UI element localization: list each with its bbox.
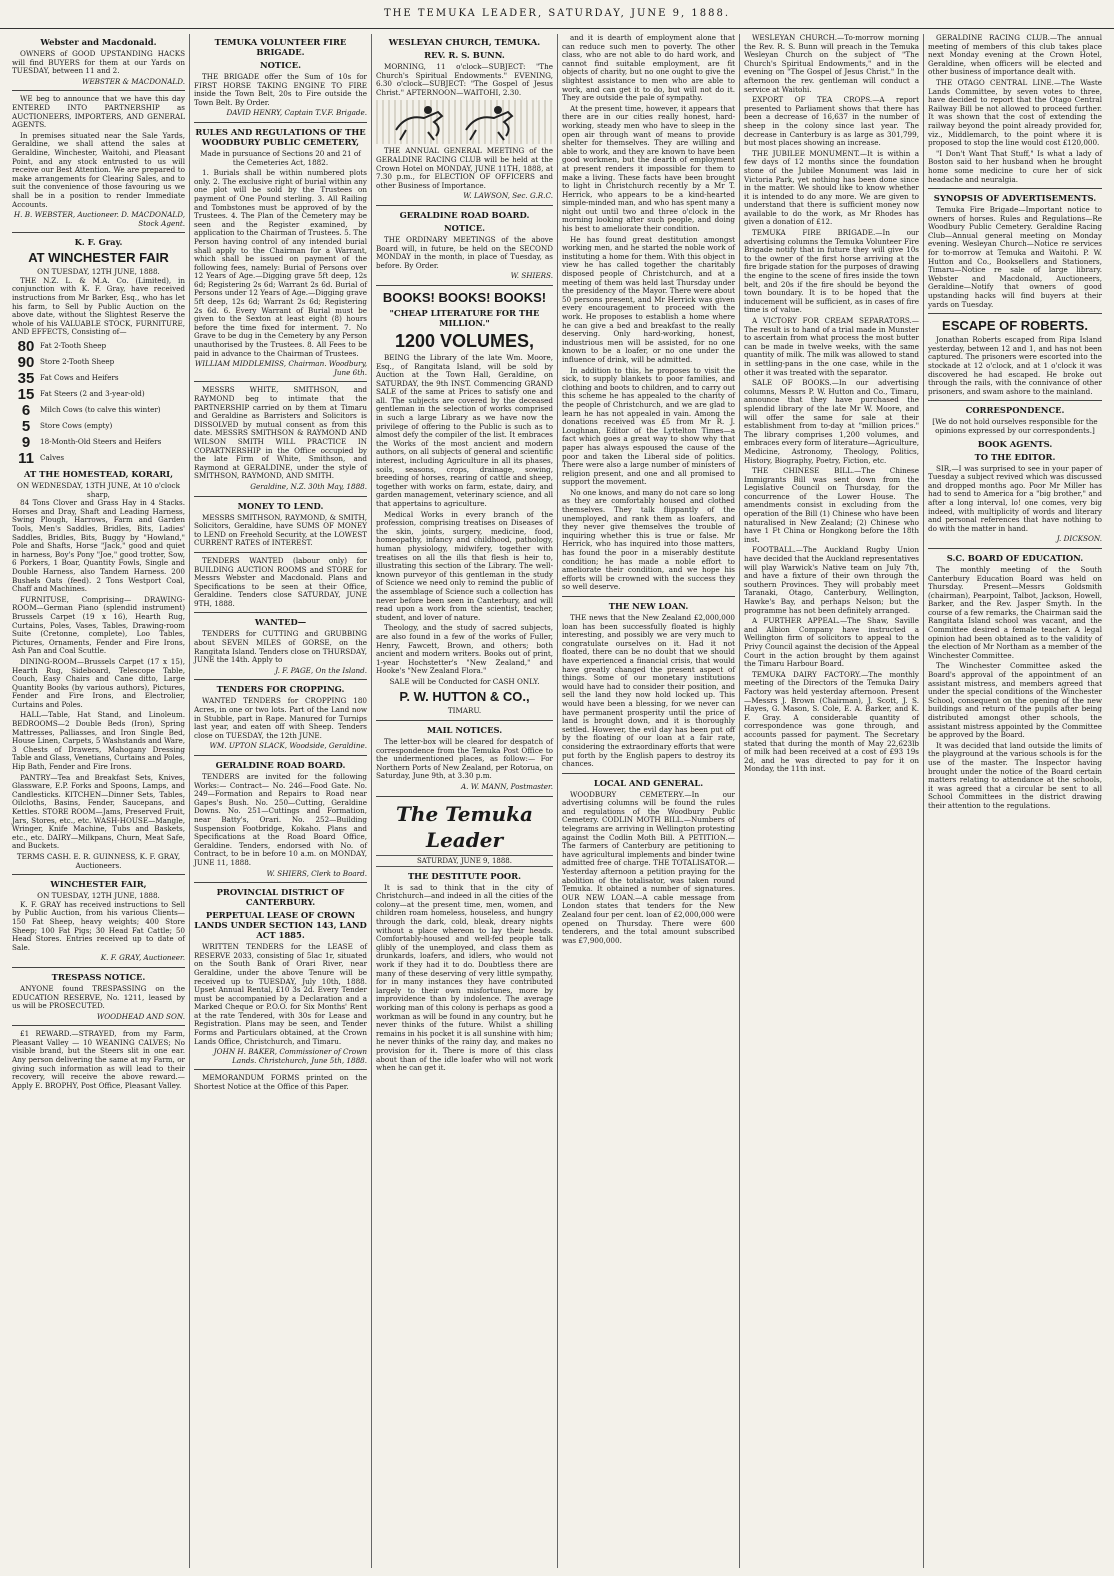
article-text: At the present time, however, it appears that there are in our cities really honest, hard-working, steady men who have to sleep in the open air through want of means to provide shelter for themselves. They are willing and able to work, and they are known to have been good workmen, but the dearth of employment at present renders it impossible for them to make a living. These facts have been brought to light in Christchurch recently by a Mr T. Herrick, who appears to be a kind-hearted simple-minded man, and who has spent many a night out until two and three o'clock in the morning looking after such people, and doing his best to ameliorate their condition.	[562, 103, 735, 234]
ad-text: MESSRS WHITE, SMITHSON, and RAYMOND beg to intimate that the PARTNERSHIP carried on by them at Timaru and Geraldine as Barristers and Solicitors is DISSOLVED by mutual consent as from this date. MESSRS SMITHSON & RAYMOND AND WILSON SMITH WILL PRACTICE IN COPARTNERSHIP in the Office occupied by the late Firm of White, Smithson, and Raymond at GERALDINE, under the style of SMITHSON, RAYMOND, AND SMITH.	[194, 385, 367, 481]
column-2	[190, 34, 372, 1568]
ad-subheading: NOTICE.	[443, 222, 486, 233]
stock-item	[12, 403, 185, 418]
article-text: The monthly meeting of the South Canterbury Education Board was held on Thursday. Present—Messrs Goldsmith (chairman), Pearpoint, Talbot, Jackson, Howell, Barker, and the Rev. Jasper Smyth. In the course of a few remarks, the Chairman said the Rangitata Island school was vacant, and the Committee desired a female teacher. A legal opinion had been obtained as to the validity of the election of Mr Northam as a member of the Winchester Committee.	[928, 564, 1102, 660]
ad-signature: WOODHEAD AND SON.	[96, 1011, 185, 1021]
article-text: "I Don't Want That Stuff," Is what a lady of Boston said to her husband when he brought home some medicine to cure her of sick headache and neuralgia.	[928, 148, 1102, 184]
article-heading: S.C. BOARD OF EDUCATION.	[946, 552, 1084, 563]
stock-desc: Calves	[40, 453, 65, 463]
ad-text: THE ORDINARY MEETINGS of the above Board will, in future, be held on the SECOND MONDAY in the month, in place of Tuesday, as before. By Order.	[376, 234, 553, 270]
ad-date: ON TUESDAY, 12TH JUNE, 1888.	[37, 267, 160, 277]
article-text: It is sad to think that in the city of Christchurch—and indeed in all the cities of the colony—at the present time, men, women, and children roam homeless, houseless, and hungry through the dark, cold, bleak, dreary nights without a place whereon to lay their heads. Comfortably-housed and well-fed people talk glibly of the unemployed, and class them as drunkards, loafers, and idlers, who would not work if they had it to do. Doubtless there are many of these deserving of very little sympathy, for in many instances they have contributed largely to their own misfortunes, more by improvidence than by indolence. The average working man of this colony is perhaps as good a workman as will be found in any country, but he never thinks of the future. Whilst a shilling remains in his pocket it is all sunshine with him; he never thinks of the rainy day, and makes no provision for it. There is more of this class about than of the idle loafer who will not work when he can get it.	[376, 882, 553, 1073]
ad-subheading: REV. R. S. BUNN.	[424, 50, 505, 60]
article-text: A FURTHER APPEAL.—The Shaw, Saville and Albion Company have instructed a Wellington firm of solicitors to appeal to the Privy Council against the decision of the Appeal Court in the action brought by them against the Timaru Harbour Board.	[744, 616, 919, 669]
ad-text: K. F. GRAY has received instructions to Sell by Public Auction, from his various Clients— 150 Fat Sheep, heavy weights; 400 Store Sheep; 100 Fat Pigs; 30 Head Fat Cattle; 50 Head Stores. Entries received up to date of Sale.	[12, 899, 185, 952]
divider	[194, 496, 367, 497]
ad-text: Theology, and the study of sacred subjects, are also found in a few of the works of Fuller, Henry, Fawcett, Brown, and others; both ancient and modern writers. Books out of print, 1-year Hochstetter's "New Zealand," and Hooke's "New Zealand Flora."	[376, 623, 553, 676]
ad-text: MORNING, 11 o'clock—SUBJECT: "The Church's Spiritual Endowments." EVENING, 6.30 o'clock—SUBJECT: "The Gospel of Jesus Christ." AFTERNOON—WAITOHI, 2.30.	[376, 62, 553, 97]
divider	[194, 381, 367, 382]
divider	[562, 773, 735, 774]
ad-heading: AT THE HOMESTEAD, KORARI,	[23, 469, 174, 480]
divider	[12, 967, 185, 968]
divider	[12, 1025, 185, 1026]
letter-subheading: TO THE EDITOR.	[974, 451, 1056, 462]
ad-headline-large: 1200 VOLUMES,	[394, 330, 535, 351]
stock-desc: Fat Steers (2 and 3-year-old)	[40, 389, 145, 399]
editorial-note: [We do not hold ourselves responsible for the opinions expressed by our correspondents.]	[932, 417, 1098, 435]
column-3	[372, 34, 558, 1568]
ad-date: ON TUESDAY, 12TH JUNE, 1888.	[37, 891, 160, 901]
divider	[194, 1069, 367, 1070]
stock-item	[12, 435, 185, 450]
ad-heading: K. F. Gray.	[74, 237, 123, 248]
article-text: THE CHINESE BILL.—The Chinese Immigrants Bill was sent down from the Legislative Council on Thursday, for the concurrence of the Lower House. The amendments consist in excluding from the operation of the Bill (1) Chinese who have been naturalised in New Zealand; (2) Chinese who have 1 Ft China or Hongkong before the 18th inst.	[744, 466, 919, 544]
article-heading: CORRESPONDENCE.	[965, 405, 1065, 416]
stock-count: 35	[17, 370, 35, 388]
article-text: TEMUKA DAIRY FACTORY.—The monthly meeting of the Directors of the Temuka Dairy Factory was held yesterday afternoon. Present—Messrs J. Brown (Chairman), J. Scott, J. S. Hayes, G. Mason, S. Cole, E. A. Barker, and K. F. Gray. A considerable quantity of correspondence was gone through, and accounts passed for payment. The Secretary stated that during the month of May 22,623lb of milk had been received at a cost of £93 19s 2d, and he was directed to pay for it on Monday, the 11th inst.	[744, 669, 919, 774]
ad-signature: TIMARU.	[447, 706, 482, 716]
divider	[194, 552, 367, 553]
stock-list	[12, 339, 185, 466]
article-text: THE OTAGO CENTRAL LINE.—The Waste Lands Committee, by seven votes to three, have decided to report that the Otago Central Railway Bill be not allowed to proceed further. It was shown that the cost of extending the railway beyond the point already provided for, viz., Middlemarch, to the point where it is proposed to stop the line would cost £120,000.	[928, 77, 1102, 148]
ad-signature: SALE will be Conducted for CASH ONLY.	[389, 676, 540, 686]
stock-item	[12, 355, 185, 370]
article-text: WOODBURY CEMETERY.—In our advertising columns will be found the rules and regulations of the Woodbury Public Cemetery. CODLIN MOTH BILL.—Numbers of telegrams are arriving in Wellington protesting against the Codlin Moth Bill. A PETITION.—The farmers of Canterbury are petitioning to have agricultural implements and binder twine admitted free of charge. THE TOTALISATOR.—Yesterday afternoon a petition praying for the abolition of the totalisator, was taken round Temuka. It obtained a number of signatures. OUR NEW LOAN.—A cable message from London states that tenders for the New Zealand four per cent. loan of £2,000,000 were opened on Thursday. There were 600 tenderers, and the total amount subscribed was £7,900,000.	[562, 789, 735, 945]
stock-item	[12, 387, 185, 402]
divider	[12, 232, 185, 233]
ad-text: 1. Burials shall be within numbered plots only. 2. The exclusive right of burial within any one plot will be sold by the Trustees on payment of One Pound sterling. 3. All Railing and Tombstones must be approved of by the Trustees. 4. The Plan of the Cemetery may be seen and the Register examined, by application to the Chairman of Trustees. 5. The Person having control of any intended burial shall apply to the Chairman for a Warrant, which shall be issued on payment of the following fees, namely: Burial of Persons over 12 Years of Age.—Digging grave 5ft deep, 12s 6d; Registering 2s 6d; Warrant 2s 6d. Burial of Persons under 12 Years of Age.—Digging grave 5ft deep, 12s 6d; Warrant 2s 6d; Registering 2s 6d. 6. Every Warrant of Burial must be given to the Sexton at least eight (8) hours before the time fixed for interment. 7. No Grave to be dug in the Cemetery by any Person unauthorised by the Trustees. 8. All Fees to be paid in advance to the Chairman of Trustees.	[194, 168, 367, 358]
issue-date: SATURDAY, JUNE 9, 1888.	[376, 855, 553, 867]
article-text: He has found great destitution amongst working men, and he started the noble work of instituting a home for them. With this object in view he has called together the charitably disposed people of Christchurch, and at a meeting of them was held last Thursday under the presidency of the Mayor. There were about 50 persons present, and Mr Herrick was given every encouragement to proceed with the work. He proposes to establish a home where he can give a bed and breakfast to the really deserving. Only hard-working, honest, industrious men will be assisted, for no one known to be a loafer, or no one under the influence of drink, will be admitted.	[562, 234, 735, 364]
column-1	[8, 34, 190, 1568]
ad-heading: WANTED—	[254, 617, 307, 628]
divider	[12, 874, 185, 875]
ad-signature: TERMS CASH. E. R. GUINNESS, K. F. GRAY, Auctioneers.	[16, 851, 181, 870]
ad-heading: PROVINCIAL DISTRICT OF CANTERBURY.	[216, 887, 345, 908]
article-text: and it is dearth of employment alone that can reduce such men to poverty. The other class, who are not able to do hard work, and cannot find suitable employment, are fit objects of charity, but no one ought to give the slightest assistance to men who are able to work, and can get it to do, but will not do it. They are outside the pale of sympathy.	[562, 34, 735, 103]
ad-heading: TENDERS FOR CROPPING.	[216, 684, 345, 695]
stock-count: 90	[17, 354, 35, 372]
letter-heading: BOOK AGENTS.	[977, 438, 1053, 449]
ad-signature: WEBSTER & MACDONALD.	[81, 76, 185, 86]
ad-signature: H. B. WEBSTER, Auctioneer. D. MACDONALD, Stock Agent.	[13, 210, 185, 228]
ad-signature: JOHN H. BAKER, Commissioner of Crown Lands. Christchurch, June 5th, 1888.	[213, 1047, 367, 1065]
column-6	[924, 34, 1106, 1568]
divider	[928, 188, 1102, 189]
stock-count: 15	[17, 386, 35, 404]
stock-desc: Store Cows (empty)	[40, 421, 113, 431]
ad-text: WE beg to announce that we have this day ENTERED INTO PARTNERSHIP as AUCTIONEERS, IMPORTERS, AND GENERAL AGENTS.	[12, 94, 185, 130]
article-text: In addition to this, he proposes to visit the sick, to supply blankets to poor families, and clothing and boots to children, and to carry out this scheme he has appealed to the charity of the people of Christchurch, and we are glad to learn he has not appealed in vain. Among the donations received was £5 from Mr R. J. Loughnan, Editor of the Lyttelton Times—a fact which goes a great way to show why that paper has always espoused the cause of the poor and taken the Liberal side of politics. There were also a large number of ministers of religion present, and one and all promised to support the movement.	[562, 365, 735, 487]
article-text: It was decided that land outside the limits of the playground at the various schools is for the use of the master. The Inspector having brought under the notice of the Board certain matters relating to attendance at the schools, it was agreed that a circular be sent to all School Committees in the district drawing their attention to the regulations.	[928, 740, 1102, 810]
ad-heading: MONEY TO LEND.	[237, 500, 324, 511]
article-text: The Winchester Committee asked the Board's approval of the appointment of an assistant mistress, and members agreed that under the special conditions of the Winchester School, consequent on the opening of the new buildings and return of the pupils after being distributed amongst other schools, the assistant mistress appointed by the Committee be approved by the Board.	[928, 661, 1102, 740]
divider	[376, 720, 553, 721]
ad-text: ANYONE found TRESPASSING on the EDUCATION RESERVE, No. 1211, leased by us will be PROSECUTED.	[12, 983, 185, 1011]
ad-heading: MAIL NOTICES.	[426, 725, 503, 736]
article-text: TEMUKA FIRE BRIGADE.—In our advertising columns the Temuka Volunteer Fire Brigade notify that in future they will give 10s to the owner of the first horse arriving at the fire brigade station for the purposes of drawing the engine to the scene of fires inside the town belt, and 20s if the fire should be beyond the town boundary. It is to be hoped that the inducement will be sufficient, as in cases of fire time is of value.	[744, 228, 919, 315]
stock-count: 9	[21, 434, 31, 452]
ad-text: WRITTEN TENDERS for the LEASE of RESERVE 2033, consisting of 5lac 1r, situated on the South Bank of Orari River, near Geraldine, under the above Tenure will be received up to TUESDAY, July 10th, 1888. Upset Annual Rental, £10 3s 2d. Every Tender must be accompanied by a Declaration and a Marked Cheque or P.O.O. for Six Months' Rent at the rate Tendered, with 30s for Lease and Registration. Plans may be seen, and Tender Forms and Particulars obtained, at the Crown Lands Office, Christchurch, and Timaru.	[194, 942, 367, 1046]
ad-signature: W. SHIERS.	[510, 271, 553, 281]
stock-count: 6	[21, 402, 31, 420]
stock-item	[12, 451, 185, 466]
ad-text: 84 Tons Clover and Grass Hay in 4 Stacks. Horses and Dray, Shaft and Leading Harness, Swing Plough, Harrows, Farm and Garden Tools, Men's Saddles, Bridles, Bits, Ladies' Saddles, Bridles, Bits, Buggy by "Howland," Pole and Shafts, Horse "Jack," good and quiet in harness, Boy's Pony "Joe," good trotter, Sow, 6 Porkers, 1 Boar, Quantity Fowls, Single and Double Harness, also Tandem Harness. 200 Bushels Oats (feed). 2 Tons Westport Coal, Chaff and Machines.	[12, 498, 185, 594]
stock-desc: Store 2-Tooth Sheep	[40, 357, 115, 367]
ad-heading: WINCHESTER FAIR,	[50, 879, 147, 890]
ad-subheading: PERPETUAL LEASE OF CROWN LANDS UNDER SECTION 143, LAND ACT 1885.	[194, 910, 367, 941]
ad-heading: TRESPASS NOTICE.	[51, 971, 146, 982]
ad-signature: Geraldine, N.Z. 30th May, 1888.	[250, 481, 367, 491]
ad-signature: W. LAWSON, Sec. G.R.C.	[463, 191, 553, 201]
ad-signature: J. F. PAGE, On the Island.	[275, 665, 367, 675]
article-text: WESLEYAN CHURCH.—To-morrow morning the Rev. R. S. Bunn will preach in the Temuka Wesleyan Church on the subject of "The Church's Spiritual Endowments," and in the evening on "The Gospel of Jesus Christ." In the afternoon the rev. gentleman will conduct a service at Waitohi.	[744, 34, 919, 94]
ad-text: OWNERS of GOOD UPSTANDING HACKS will find BUYERS for them at our Yards on TUESDAY, between 11 and 2.	[12, 49, 185, 76]
ad-date: ON WEDNESDAY, 13TH JUNE, At 10 o'clock sharp,	[17, 481, 180, 499]
article-text: No one knows, and many do not care so long as they are comfortably housed and clothed themselves. They talk flippantly of the unemployed, and rank them as loafers, and they never give themselves the trouble of inquiring whether this is true or false. Mr Herrick, who has inquired into those matters, has found the poor in a miserably destitute condition; he has made a noble effort to ameliorate their condition, and we hope his efforts will be crowned with the success they so well deserve.	[562, 487, 735, 592]
ad-text: Made in pursuance of Sections 20 and 21 of the Cemeteries Act, 1882.	[200, 148, 361, 167]
ad-signature: W. SHIERS, Clerk to Board.	[266, 868, 367, 878]
divider	[928, 313, 1102, 314]
ad-text: Medical Works in every branch of the profession, comprising treatises on Diseases of the skin, joints, surgery, medicine, food, homeopathy, infancy and childhood, pathology, human physiology, midwifery, together with treatises on all the ills that flesh is heir to, illustrating this section of the Library. The well-known purveyor of this gentleman in the study of Science we need only to remind the public of the assemblage of Science such a collection has never before been seen in Canterbury, and will read upon a work from the scientist, teacher, student, and lover of nature.	[376, 509, 553, 622]
ad-heading: GERALDINE ROAD BOARD.	[215, 760, 346, 770]
article-text: SALE OF BOOKS.—In our advertising columns, Messrs P. W. Hutton and Co., Timaru, announce that they have purchased the splendid library of the late Mr W. Moore, and will offer the same for sale at their establishment from to-day at "million prices." The library comprises 1,200 volumes, and embraces every form of literature—Agriculture, Medicine, Astronomy, Theology, Politics, History, Biography, Poetry, Fiction, etc.	[744, 378, 919, 465]
ad-signature: A. W. MANN, Postmaster.	[460, 782, 553, 792]
divider	[928, 548, 1102, 549]
stock-desc: 18-Month-Old Steers and Heifers	[40, 437, 162, 447]
ad-text: THE N.Z. L. & M.A. Co. (Limited), in conjunction with K. F. Gray, have received instructions from Mr Barker, Esq., who has let his farm, to Sell by Public Auction on the above date, without the Slightest Reserve the whole of his VALUABLE STOCK, FURNITURE, AND EFFECTS, Consisting of—	[12, 275, 185, 337]
letter-text: SIR,—I was surprised to see in your paper of Tuesday a subject revived which was discussed and dropped months ago. Poor Mr Miller has had to send to America for a "big brother," and after a long interval, lo! one comes, very big indeed, with multiplicity of words and literary and personal references that have nothing to do with the matter in hand.	[928, 463, 1102, 533]
ad-headline: P. W. HUTTON & CO.,	[399, 689, 530, 705]
article-text: THE news that the New Zealand £2,000,000 loan has been successfully floated is highly interesting, and possibly we are very much to congratulate ourselves on it. Had it not floated, there can be no doubt that we should have experienced a financial crisis, that would have greatly changed the present aspect of things. Some of our monetary institutions would have had to consider their position, and sell the land they now hold locked up. This would have been a blessing, for we never can have permanent prosperity until the price of land is brought down, and it is thoroughly settled. However, the evil day has been put off by the floating of our loan at a fair rate, considering the extraordinary efforts that were put forth by the English papers to destroy its chances.	[562, 613, 735, 769]
divider	[376, 285, 553, 286]
ad-text: TENDERS WANTED (labour only) for BUILDING AUCTION ROOMS and STORE for Messrs Webster and Macdonald. Plans and Specifications to be seen at their Office, Geraldine. Tenders close SATURDAY, JUNE 9TH, 1888.	[194, 555, 367, 608]
column-5	[740, 34, 924, 1568]
stock-desc: Fat Cows and Heifers	[40, 373, 119, 383]
divider	[562, 596, 735, 597]
article-text: A VICTORY FOR CREAM SEPARATORS.—The result is to hand of a trial made in Munster to ascertain from what process the most butter can be made in twelve weeks, with the same quantity of milk. The milk was allowed to stand in settling-pans in the one case, while in the other it was treated with the separator.	[744, 316, 919, 377]
stock-count: 5	[21, 418, 31, 436]
divider	[194, 679, 367, 680]
stock-item	[12, 339, 185, 354]
ad-text: THE ANNUAL GENERAL MEETING of the GERALDINE RACING CLUB will be held at the Crown Hotel on MONDAY, JUNE 11TH, 1888, at 7.30 p.m., for ELECTION OF OFFICERS and other Business of Importance.	[376, 146, 553, 190]
ad-text: FURNITUSE, Comprising— DRAWING-ROOM—German Piano (splendid instrument) Brussels Carpet (19 x 16), Hearth Rug, Curtains, Poles, Vases, Tables, Drawing-room Suite (Cretonne, complete), Loo Tables, Pictures, Ornaments, Fender and Fire Irons, Ash Pan and Coal Scuttle.	[12, 594, 185, 656]
article-heading: THE DESTITUTE POOR.	[407, 870, 522, 881]
ad-subheading: "CHEAP LITERATURE FOR THE MILLION."	[389, 307, 540, 328]
stock-count: 11	[18, 450, 34, 468]
ad-signature: WILLIAM MIDDLEMISS, Chairman. Woodbury, June 6th.	[194, 359, 367, 377]
newspaper-title: The Temuka Leader	[396, 801, 533, 852]
stock-count: 80	[17, 338, 35, 356]
divider	[194, 612, 367, 613]
ad-text: HALL—Table, Hat Stand, and Linoleum. BEDROOMS—2 Double Beds (Iron), Spring Mattresses, Palliasses, and Iron Single Bed, House Linen, Carpets, 5 Washstands and Ware, 3 Chests of Drawers, Mahogany Dressing Table and Glass, Venetians, Curtains and Poles, Hip Bath, Fender and Fire Irons.	[12, 710, 185, 772]
stock-item	[12, 419, 185, 434]
stock-desc: Fat 2-Tooth Sheep	[40, 341, 107, 351]
divider	[194, 755, 367, 756]
article-text: EXPORT OF TEA CROPS.—A report presented to Parliament shows that there has been a decrease of 16,637 in the number of sheep in the colony since last year. The decrease in Canterbury is as large as 301,799, but most places showing an increase.	[744, 95, 919, 148]
stock-item	[12, 371, 185, 386]
ad-headline: AT WINCHESTER FAIR	[28, 250, 169, 266]
ad-text: PANTRY—Tea and Breakfast Sets, Knives, Glassware, E.P. Forks and Spoons, Lamps, and Candlesticks. KITCHEN—Dinner Sets, Tables, Oilcloths, Basins, Fender, Saucepans, and Kettles. STORE ROOM—Jams, Preserved Fruit, Jars, Stores, etc., etc. WASH-HOUSE—Mangle, Wringer, Knife Machine, Tubs and Baskets, etc., etc. DAIRY—Milkpans, Churn, Meat Safe, and Buckets.	[12, 772, 185, 851]
column-4	[558, 34, 740, 1568]
ad-heading: RULES AND REGULATIONS OF THE WOODBURY PUBLIC CEMETERY,	[195, 126, 366, 147]
article-heading: THE NEW LOAN.	[608, 601, 689, 611]
ad-text: THE BRIGADE offer the Sum of 10s for FIRST HORSE TAKING ENGINE TO FIRE inside the Town Belt, 20s to Fire outside the Town Belt. By Order.	[194, 72, 367, 107]
ad-text: The letter-box will be cleared for despatch of correspondence from the Temuka Post Office to the undermentioned places, as follow:— For Northern Ports of New Zealand, per Rotorua, on Saturday, June 9th, at 3.30 p.m.	[376, 737, 553, 781]
columns	[8, 34, 1106, 1568]
horse-race-icon	[376, 100, 554, 144]
ad-text: In premises situated near the Sale Yards, Geraldine, we shall attend the sales at Geraldine, Winchester, Waitohi, and Pleasant Point, and any stock entrusted to us will receive our Best Attention. We are prepared to make arrangements for Clearing Sales, and to suit the convenience of those favouring us we shall be in a position to render Immediate Accounts.	[12, 130, 185, 209]
ad-text: TENDERS are invited for the following Works:— Contract— No. 246—Food Gate. No. 249—Formation and Repairs to Road near Gapes's Bush. No. 250—Cutting, Geraldine Downs. No. 251—Cuttings and Formation, near Batty's, Orari. No. 252—Building Suspension Footbridge, Kokaho. Plans and Specifications at the Road Board Office, Geraldine. Tenders, endorsed with No. of Contract, to be in before 10 a.m. on MONDAY, JUNE 11, 1888.	[194, 772, 367, 867]
divider	[376, 796, 553, 797]
divider	[376, 205, 553, 206]
article-text: THE JUBILEE MONUMENT.—It is within a few days of 12 months since the foundation stone of the Jubilee Monument was laid in Victoria Park, yet nothing has been done since in the matter. We should like to know whether it is intended to do any more. We are given to understand that there is sufficient money now available to do the work, as Mr Rhodes has given a donation of £12.	[744, 148, 919, 227]
ad-text: DINING-ROOM—Brussels Carpet (17 x 15), Hearth Rug, Sideboard, Telescope Table, Couch, Easy Chairs and Cane ditto, Large Quantity Books (by various authors), Pictures, Fender and Fire Irons, and Electrolier, Curtains and Poles.	[12, 656, 185, 709]
letter-signature: J. DICKSON.	[1056, 534, 1102, 544]
article-text: FOOTBALL.—The Auckland Rugby Union have decided that the Auckland representatives will play Warwick's Native team on July 7th, and have a fixture of their own through the southern Provinces. They will probably meet Taranaki, Otago, Canterbury, Wellington, Hawke's Bay, and perhaps Nelson; but the programme has not been definitely arranged.	[744, 545, 919, 615]
divider	[194, 882, 367, 883]
article-heading: LOCAL AND GENERAL.	[593, 777, 704, 788]
ad-signature: DAVID HENRY, Captain T.V.F. Brigade.	[226, 108, 367, 118]
article-heading: SYNOPSIS OF ADVERTISEMENTS.	[933, 193, 1097, 204]
ad-text: TENDERS for CUTTING and GRUBBING about SEVEN MILES of GORSE, on the Rangitata Island. Tenders close on THURSDAY, JUNE the 14th. Apply to	[194, 629, 367, 665]
ad-text: £1 REWARD.—STRAYED, from my Farm, Pleasant Valley — 10 WEANING CALVES; No visible brand, but the Steers slit in one ear. Any person delivering the same at my Farm, or giving such information as will lead to their recovery, will receive the above reward.—Apply E. BROPHY, Post Office, Pleasant Valley.	[12, 1029, 185, 1090]
racing-engraving	[376, 100, 553, 144]
divider	[928, 400, 1102, 401]
ad-heading: WESLEYAN CHURCH, TEMUKA.	[388, 37, 541, 47]
ad-heading: TEMUKA VOLUNTEER FIRE BRIGADE.	[214, 37, 347, 57]
ad-subheading: NOTICE.	[259, 60, 302, 70]
ad-heading: GERALDINE ROAD BOARD.	[399, 209, 530, 220]
running-header: THE TEMUKA LEADER, SATURDAY, JUNE 9, 1888.	[0, 0, 1114, 29]
ad-text: BEING the Library of the late Wm. Moore, Esq., of Rangitata Island, will be sold by Auction at the Town Hall, Geraldine, on SATURDAY, the 9th INST. Commencing GRAND SALE of the same at Prices to satisfy one and all. The subjects are covered by the deceased gentleman in the selection of works comprised in such a large Library as we have now the privilege of offering to the Public is such as to almost defy the compiler of the list. It embraces the Works of the most ancient and modern authors, on all subjects of general and scientific interest, including Agriculture in all its phases, soils, seasons, crops, drainage, sowing, breeding of horses, rearing of cattle and sheep, together with works on farm, estate, dairy, and garden management, veterinary science, and all that appertains to agriculture.	[376, 352, 553, 508]
ad-text: WANTED TENDERS for CROPPING 180 Acres, in one or two lots. Part of the Land now in Stubble, part in Rape. Manured for Turnips last year, and eaten off with Sheep. Tenders close on TUESDAY, the 12th JUNE.	[194, 696, 367, 740]
ad-heading: Webster and Macdonald.	[40, 37, 157, 47]
ad-text: MESSRS SMITHSON, RAYMOND, & SMITH, Solicitors, Geraldine, have SUMS OF MONEY to LEND on Freehold Security, at the LOWEST CURRENT RATES of INTEREST.	[194, 512, 367, 548]
stock-desc: Milch Cows (to calve this winter)	[40, 405, 161, 415]
ad-signature: WM. UPTON SLACK, Woodside, Geraldine.	[209, 741, 367, 751]
divider	[194, 122, 367, 123]
article-text: GERALDINE RACING CLUB.—The annual meeting of members of this club takes place next Monday evening at the Crown Hotel, Geraldine, when officers will be elected and other business of importance dealt with.	[928, 34, 1102, 77]
ad-headline: BOOKS! BOOKS! BOOKS!	[382, 289, 547, 305]
divider	[12, 90, 185, 91]
ad-signature: K. F. GRAY, Auctioneer.	[100, 953, 185, 963]
article-text: Jonathan Roberts escaped from Ripa Island yesterday, between 12 and 1, and has not been captured. The prisoners were escorted into the stockade at 12 o'clock, and at 1 o'clock it was discovered he had escaped. He broke out through the rails, with the connivance of other prisoners, and swam ashore to the mainland.	[928, 335, 1102, 396]
ad-text: MEMORANDUM FORMS printed on the Shortest Notice at the Office of this Paper.	[194, 1073, 367, 1092]
article-text: Temuka Fire Brigade—Important notice to owners of horses. Rules and Regulations—Re Woodbury Public Cemetery. Geraldine Racing Club—Annual general meeting on Monday evening. Wesleyan Church—Notice re services for to-morrow at Temuka and Waitohi. P. W. Hutton and Co., Booksellers and Stationers, Timaru—Notice re sale of large library. Webster and Macdonald, Auctioneers, Geraldine—Notify that owners of good upstanding hacks will find buyers at their yards on Tuesday.	[928, 205, 1102, 309]
article-headline: ESCAPE OF ROBERTS.	[942, 318, 1088, 334]
